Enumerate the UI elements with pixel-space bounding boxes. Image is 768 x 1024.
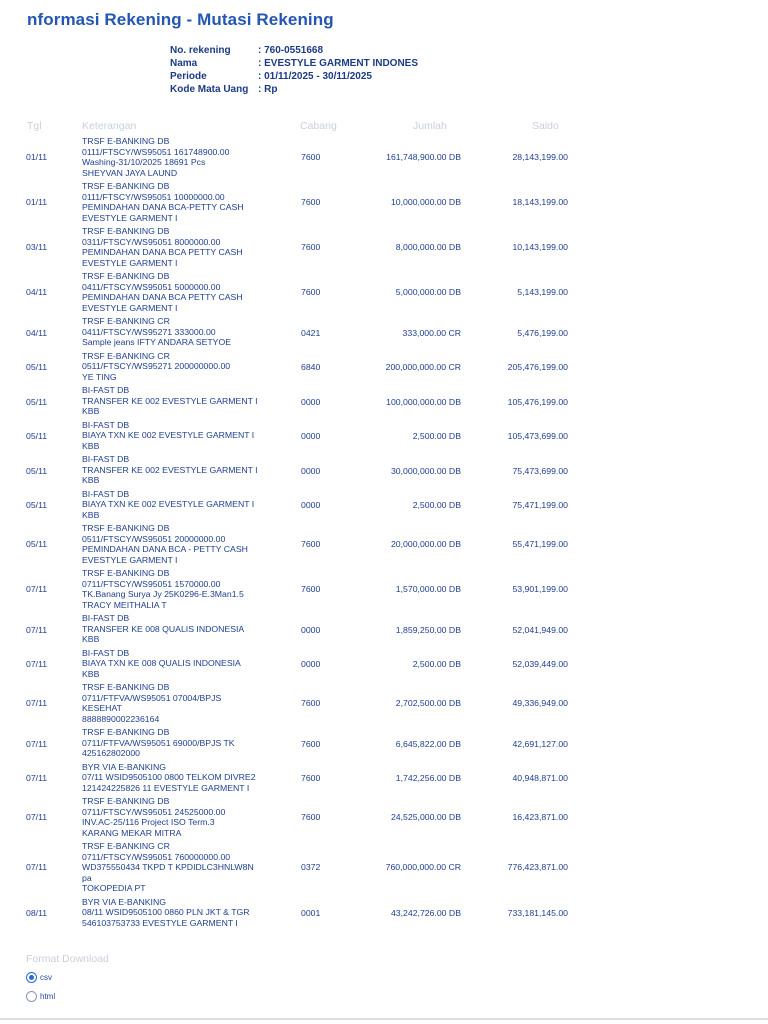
row-date: 04/11 [26, 327, 48, 338]
row-balance: 5,143,199.00 [517, 286, 568, 297]
row-balance: 18,143,199.00 [512, 196, 568, 207]
description-line: BI-FAST DB [82, 419, 130, 430]
description-line: 0511/FTSCY/WS95271 200000000.00 [82, 361, 231, 371]
radio-csv[interactable] [26, 972, 37, 983]
row-description [82, 351, 298, 383]
description-line: 0711/FTSCY/WS95051 760000000.00 [82, 851, 231, 862]
row-amount: 24,525,000.00 DB [390, 811, 461, 822]
row-amount: 43,242,726.00 DB [390, 908, 461, 918]
row-amount: 161,748,900.00 DB [386, 151, 461, 162]
row-description [82, 796, 298, 838]
row-amount: 8,000,000.00 DB [395, 241, 461, 252]
currency-row [170, 83, 418, 96]
row-balance: 75,471,199.00 [512, 500, 568, 510]
period-label: Periode [170, 71, 207, 82]
description-line: 08/11 WSID9505100 0860 PLN JKT & TGR [82, 907, 250, 917]
row-branch: 7600 [301, 151, 321, 162]
row-description [82, 568, 298, 610]
header-cabang: Cabang [300, 120, 337, 132]
description-line: TRSF E-BANKING DB [82, 568, 170, 578]
description-line: PEMINDAHAN DANA BCA PETTY CASH [82, 247, 243, 257]
row-date: 07/11 [26, 659, 48, 669]
row-balance: 55,471,199.00 [512, 538, 568, 549]
row-branch: 0000 [301, 500, 321, 510]
row-description [82, 727, 298, 759]
table-row [0, 648, 768, 683]
description-line: TRSF E-BANKING DB [82, 226, 170, 236]
row-date: 07/11 [26, 624, 48, 635]
row-balance: 5,476,199.00 [517, 327, 568, 338]
row-description [82, 136, 298, 178]
row-balance: 40,948,871.00 [512, 773, 568, 783]
description-line: KARANG MEKAR MITRA [82, 827, 182, 838]
description-line: TRSF E-BANKING CR [82, 350, 170, 361]
description-line: TRANSFER KE 002 EVESTYLE GARMENT I [82, 464, 258, 475]
row-description [82, 226, 298, 268]
account-name-label: Nama [170, 58, 198, 69]
table-body [0, 136, 768, 931]
row-balance: 52,039,449.00 [512, 659, 568, 669]
table-row [0, 796, 768, 841]
row-branch: 0421 [301, 327, 321, 338]
row-description [82, 523, 298, 565]
table-row [0, 523, 768, 568]
page-title: nformasi Rekening - Mutasi Rekening [27, 10, 334, 29]
row-date: 07/11 [26, 862, 48, 872]
header-keterangan: Keterangan [82, 120, 137, 132]
description-line: TK.Banang Surya Jy 25K0296-E.3Man1.5 [82, 589, 244, 599]
row-balance: 53,901,199.00 [512, 583, 568, 594]
row-description [82, 271, 298, 313]
table-row [0, 420, 768, 455]
row-description [82, 613, 298, 645]
description-line: TRANSFER KE 002 EVESTYLE GARMENT I [82, 395, 258, 406]
row-branch: 7600 [301, 811, 321, 822]
account-name-value: : EVESTYLE GARMENT INDONES [258, 58, 419, 69]
description-line: BI-FAST DB [82, 385, 130, 395]
header-jumlah: Jumlah [413, 120, 447, 132]
header-tgl: Tgl [27, 120, 42, 132]
row-branch: 6840 [301, 362, 321, 372]
row-amount: 760,000,000.00 CR [385, 862, 461, 872]
period-value: : 01/11/2025 - 30/11/2025 [258, 71, 372, 82]
table-row [0, 489, 768, 524]
description-line: BI-FAST DB [82, 454, 130, 464]
row-description [82, 762, 298, 794]
row-date: 07/11 [26, 583, 48, 594]
row-balance: 49,336,949.00 [512, 697, 568, 708]
row-date: 05/11 [26, 431, 48, 441]
row-balance: 105,473,699.00 [507, 431, 568, 441]
row-balance: 16,423,871.00 [512, 811, 568, 822]
row-amount: 20,000,000.00 DB [390, 538, 461, 549]
row-date: 04/11 [26, 286, 48, 297]
row-date: 01/11 [26, 151, 48, 162]
description-line: pa [82, 872, 92, 883]
account-name-row [170, 57, 418, 70]
table-row [0, 226, 768, 271]
account-number-value: : 760-0551668 [258, 45, 324, 56]
table-row [0, 682, 768, 727]
description-line: KBB [82, 509, 100, 520]
table-row [0, 897, 768, 932]
description-line: TRSF E-BANKING DB [82, 796, 170, 806]
description-line: 0711/FTSCY/WS95051 24525000.00 [82, 806, 226, 817]
description-line: EVESTYLE GARMENT I [82, 257, 178, 268]
row-amount: 2,500.00 DB [412, 431, 461, 441]
row-branch: 0000 [301, 624, 321, 635]
description-line: INV.AC-25/116 Project ISO Term.3 [82, 817, 215, 827]
description-line: 0311/FTSCY/WS95051 8000000.00 [82, 236, 221, 247]
row-balance: 52,041,949.00 [512, 624, 568, 635]
row-branch: 7600 [301, 773, 321, 783]
row-balance: 10,143,199.00 [512, 241, 568, 252]
row-description [82, 385, 298, 417]
table-row [0, 351, 768, 386]
row-description [82, 648, 298, 680]
description-line: EVESTYLE GARMENT I [82, 302, 178, 313]
row-description [82, 841, 298, 894]
description-line: TOKOPEDIA PT [82, 883, 146, 893]
row-amount: 2,702,500.00 DB [395, 697, 461, 708]
description-line: BIAYA TXN KE 008 QUALIS INDONESIA [82, 658, 241, 668]
row-description [82, 181, 298, 223]
description-line: BYR VIA E-BANKING [82, 761, 167, 772]
description-line: 546103753733 EVESTYLE GARMENT I [82, 917, 238, 928]
description-line: 07/11 WSID9505100 0800 TELKOM DIVRE2 [82, 772, 256, 782]
table-header [0, 118, 768, 136]
row-date: 05/11 [26, 362, 48, 372]
radio-html-option[interactable] [26, 991, 55, 1002]
description-line: BI-FAST DB [82, 613, 130, 623]
description-line: 0711/FTFVA/WS95051 07004/BPJS [82, 692, 222, 703]
row-date: 05/11 [26, 396, 48, 407]
row-description [82, 316, 298, 348]
row-amount: 2,500.00 DB [412, 659, 461, 669]
description-line: KBB [82, 406, 100, 416]
table-row [0, 613, 768, 648]
description-line: 0411/FTSCY/WS95271 333000.00 [82, 326, 216, 337]
description-line: 121424225826 11 EVESTYLE GARMENT I [82, 782, 250, 793]
row-branch: 0001 [301, 908, 321, 918]
description-line: KBB [82, 440, 100, 451]
description-line: EVESTYLE GARMENT I [82, 212, 178, 223]
radio-html-label: html [40, 992, 56, 1001]
description-line: TRSF E-BANKING DB [82, 271, 170, 281]
row-amount: 200,000,000.00 CR [385, 362, 461, 372]
description-line: WD375550434 TKPD T KPDIDLC3HNLW8N [82, 862, 254, 872]
row-amount: 30,000,000.00 DB [390, 465, 461, 476]
radio-csv-option[interactable] [26, 972, 52, 983]
table-row [0, 568, 768, 613]
description-line: KBB [82, 668, 100, 679]
format-download-label: Format Download [26, 953, 109, 965]
description-line: 0111/FTSCY/WS95051 10000000.00 [82, 191, 225, 202]
row-branch: 7600 [301, 738, 321, 749]
table-row [0, 727, 768, 762]
description-line: TRSF E-BANKING CR [82, 841, 170, 851]
description-line: 0411/FTSCY/WS95051 5000000.00 [82, 281, 221, 292]
row-amount: 100,000,000.00 DB [386, 396, 461, 407]
row-date: 07/11 [26, 811, 48, 822]
table-row [0, 454, 768, 489]
header-saldo: Saldo [532, 120, 559, 132]
row-description [82, 454, 298, 486]
description-line: TRSF E-BANKING DB [82, 523, 170, 533]
table-row [0, 271, 768, 316]
row-balance: 733,181,145.00 [507, 908, 568, 918]
description-line: PEMINDAHAN DANA BCA-PETTY CASH [82, 202, 244, 212]
description-line: 0711/FTSCY/WS95051 1570000.00 [82, 578, 221, 589]
table-row [0, 136, 768, 181]
row-date: 07/11 [26, 738, 48, 749]
row-branch: 0000 [301, 465, 321, 476]
row-description [82, 420, 298, 452]
table-row [0, 181, 768, 226]
description-line: 0711/FTFVA/WS95051 69000/BPJS TK [82, 737, 235, 748]
description-line: BIAYA TXN KE 002 EVESTYLE GARMENT I [82, 430, 255, 440]
radio-html[interactable] [26, 991, 37, 1002]
description-line: 0511/FTSCY/WS95051 20000000.00 [82, 533, 226, 544]
row-branch: 0372 [301, 862, 321, 872]
description-line: Sample jeans IFTY ANDARA SETYOE [82, 337, 232, 347]
row-amount: 333,000.00 CR [402, 327, 461, 338]
row-branch: 7600 [301, 241, 321, 252]
table-row [0, 385, 768, 420]
description-line: PEMINDAHAN DANA BCA PETTY CASH [82, 292, 243, 302]
row-balance: 28,143,199.00 [512, 151, 568, 162]
row-branch: 7600 [301, 583, 321, 594]
description-line: TRSF E-BANKING DB [82, 181, 170, 191]
row-date: 01/11 [26, 196, 48, 207]
description-line: TRSF E-BANKING DB [82, 136, 170, 146]
currency-label: Kode Mata Uang [170, 84, 249, 95]
row-amount: 2,500.00 DB [412, 500, 461, 510]
row-branch: 7600 [301, 196, 321, 207]
row-date: 05/11 [26, 538, 48, 549]
description-line: TRSF E-BANKING CR [82, 316, 170, 326]
bottom-divider [0, 1018, 768, 1020]
row-date: 07/11 [26, 773, 48, 783]
description-line: BI-FAST DB [82, 488, 130, 499]
description-line: PEMINDAHAN DANA BCA - PETTY CASH [82, 544, 248, 554]
row-date: 05/11 [26, 465, 48, 476]
period-row [170, 70, 418, 83]
row-balance: 42,691,127.00 [512, 738, 568, 749]
mutation-table [0, 118, 768, 931]
row-description [82, 489, 298, 521]
row-branch: 0000 [301, 396, 321, 407]
description-line: Washing-31/10/2025 18691 Pcs [82, 157, 206, 167]
currency-value: : Rp [258, 84, 278, 95]
row-date: 08/11 [26, 908, 48, 918]
row-amount: 5,000,000.00 DB [395, 286, 461, 297]
row-amount: 10,000,000.00 DB [390, 196, 461, 207]
account-info [170, 44, 418, 96]
row-amount: 6,645,822.00 DB [395, 738, 461, 749]
description-line: EVESTYLE GARMENT I [82, 554, 178, 565]
description-line: BI-FAST DB [82, 647, 130, 658]
description-line: TRANSFER KE 008 QUALIS INDONESIA [82, 623, 245, 634]
row-balance: 776,423,871.00 [507, 862, 568, 872]
row-amount: 1,742,256.00 DB [395, 773, 461, 783]
row-branch: 7600 [301, 697, 321, 708]
description-line: SHEYVAN JAYA LAUND [82, 167, 178, 178]
account-number-row [170, 44, 418, 57]
row-description [82, 897, 298, 929]
row-amount: 1,859,250.00 DB [395, 624, 461, 635]
row-date: 07/11 [26, 697, 48, 708]
row-branch: 7600 [301, 286, 321, 297]
description-line: KBB [82, 634, 100, 644]
account-number-label: No. rekening [170, 45, 231, 56]
row-description [82, 682, 298, 724]
description-line: TRSF E-BANKING DB [82, 727, 170, 737]
description-line: BYR VIA E-BANKING [82, 896, 167, 907]
row-balance: 205,476,199.00 [507, 362, 568, 372]
description-line: 0111/FTSCY/WS95051 161748900.00 [82, 146, 230, 157]
table-row [0, 841, 768, 897]
row-date: 03/11 [26, 241, 48, 252]
radio-csv-label: csv [40, 973, 52, 982]
description-line: TRSF E-BANKING DB [82, 682, 170, 692]
description-line: 425162802000 [82, 748, 140, 758]
row-branch: 0000 [301, 431, 321, 441]
row-branch: 0000 [301, 659, 321, 669]
description-line: YE TING [82, 371, 117, 382]
description-line: KESEHAT [82, 703, 122, 713]
row-date: 05/11 [26, 500, 48, 510]
row-branch: 7600 [301, 538, 321, 549]
description-line: TRACY MEITHALIA T [82, 599, 167, 610]
table-row [0, 316, 768, 351]
row-balance: 105,476,199.00 [507, 396, 568, 407]
table-row [0, 762, 768, 797]
description-line: KBB [82, 475, 100, 485]
description-line: 8888890002236164 [82, 713, 160, 724]
row-balance: 75,473,699.00 [512, 465, 568, 476]
row-amount: 1,570,000.00 DB [395, 583, 461, 594]
description-line: BIAYA TXN KE 002 EVESTYLE GARMENT I [82, 499, 255, 509]
